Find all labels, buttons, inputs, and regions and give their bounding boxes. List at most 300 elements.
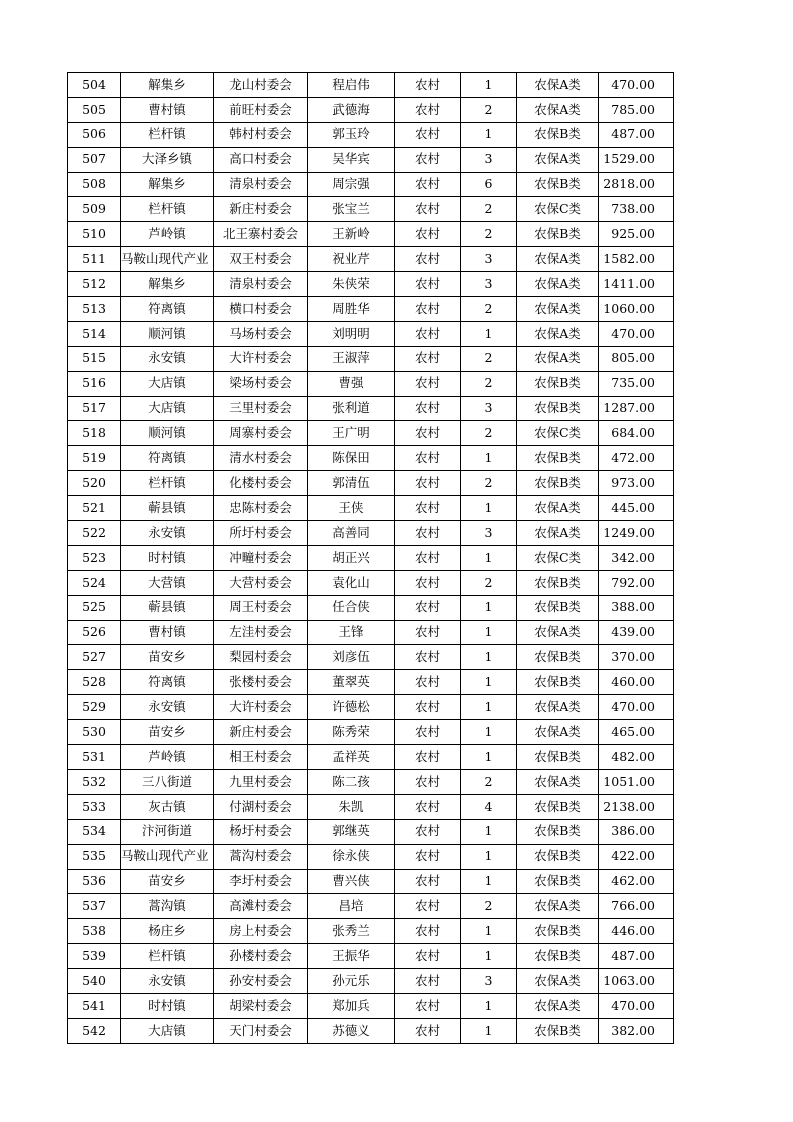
village-committee-cell: 新庄村委会 <box>214 720 308 745</box>
township-cell: 大泽乡镇 <box>121 147 214 172</box>
insurance-category-cell: 农保B类 <box>517 396 599 421</box>
row-number-cell: 511 <box>68 247 121 272</box>
insurance-category-cell: 农保C类 <box>517 545 599 570</box>
township-cell: 时村镇 <box>121 993 214 1018</box>
insurance-category-cell: 农保B类 <box>517 794 599 819</box>
village-committee-cell: 北王寨村委会 <box>214 222 308 247</box>
household-count-cell: 2 <box>461 197 517 222</box>
name-cell: 郑加兵 <box>308 993 395 1018</box>
township-cell: 永安镇 <box>121 346 214 371</box>
household-count-cell: 1 <box>461 745 517 770</box>
household-count-cell: 2 <box>461 769 517 794</box>
township-cell: 符离镇 <box>121 297 214 322</box>
township-cell: 顺河镇 <box>121 421 214 446</box>
village-committee-cell: 所圩村委会 <box>214 521 308 546</box>
insurance-category-cell: 农保A类 <box>517 695 599 720</box>
row-number-cell: 524 <box>68 570 121 595</box>
area-type-cell: 农村 <box>395 894 461 919</box>
name-cell: 曹兴侠 <box>308 869 395 894</box>
row-number-cell: 531 <box>68 745 121 770</box>
amount-cell: 766.00 <box>599 894 674 919</box>
area-type-cell: 农村 <box>395 969 461 994</box>
township-cell: 栏杆镇 <box>121 122 214 147</box>
amount-cell: 460.00 <box>599 670 674 695</box>
area-type-cell: 农村 <box>395 272 461 297</box>
insurance-category-cell: 农保A类 <box>517 496 599 521</box>
table-row <box>68 645 674 670</box>
household-count-cell: 3 <box>461 272 517 297</box>
village-committee-cell: 九里村委会 <box>214 769 308 794</box>
township-cell: 符离镇 <box>121 670 214 695</box>
amount-cell: 446.00 <box>599 919 674 944</box>
table-row <box>68 197 674 222</box>
insurance-category-cell: 农保C类 <box>517 197 599 222</box>
row-number-cell: 520 <box>68 471 121 496</box>
household-count-cell: 2 <box>461 471 517 496</box>
household-count-cell: 3 <box>461 147 517 172</box>
name-cell: 胡正兴 <box>308 545 395 570</box>
area-type-cell: 农村 <box>395 321 461 346</box>
amount-cell: 925.00 <box>599 222 674 247</box>
insurance-category-cell: 农保B类 <box>517 570 599 595</box>
name-cell: 王锋 <box>308 620 395 645</box>
name-cell: 郭清伍 <box>308 471 395 496</box>
area-type-cell: 农村 <box>395 645 461 670</box>
township-cell: 苗安乡 <box>121 645 214 670</box>
household-count-cell: 1 <box>461 819 517 844</box>
village-committee-cell: 杨圩村委会 <box>214 819 308 844</box>
township-cell: 时村镇 <box>121 545 214 570</box>
row-number-cell: 536 <box>68 869 121 894</box>
name-cell: 任合侠 <box>308 595 395 620</box>
village-committee-cell: 左洼村委会 <box>214 620 308 645</box>
village-committee-cell: 周寨村委会 <box>214 421 308 446</box>
amount-cell: 487.00 <box>599 944 674 969</box>
insurance-category-cell: 农保A类 <box>517 720 599 745</box>
household-count-cell: 2 <box>461 97 517 122</box>
household-count-cell: 1 <box>461 122 517 147</box>
table-row <box>68 570 674 595</box>
area-type-cell: 农村 <box>395 521 461 546</box>
township-cell: 汴河街道 <box>121 819 214 844</box>
insurance-category-cell: 农保A类 <box>517 73 599 98</box>
household-count-cell: 1 <box>461 670 517 695</box>
amount-cell: 470.00 <box>599 73 674 98</box>
table-row <box>68 73 674 98</box>
township-cell: 芦岭镇 <box>121 222 214 247</box>
village-committee-cell: 韩村村委会 <box>214 122 308 147</box>
row-number-cell: 521 <box>68 496 121 521</box>
village-committee-cell: 孙安村委会 <box>214 969 308 994</box>
row-number-cell: 540 <box>68 969 121 994</box>
insurance-category-cell: 农保A类 <box>517 894 599 919</box>
table-row <box>68 819 674 844</box>
row-number-cell: 534 <box>68 819 121 844</box>
amount-cell: 738.00 <box>599 197 674 222</box>
table-row <box>68 595 674 620</box>
household-count-cell: 4 <box>461 794 517 819</box>
table-row <box>68 371 674 396</box>
township-cell: 蕲县镇 <box>121 595 214 620</box>
table-row <box>68 446 674 471</box>
name-cell: 孟祥英 <box>308 745 395 770</box>
name-cell: 高善同 <box>308 521 395 546</box>
name-cell: 许德松 <box>308 695 395 720</box>
household-count-cell: 3 <box>461 396 517 421</box>
area-type-cell: 农村 <box>395 421 461 446</box>
village-committee-cell: 忠陈村委会 <box>214 496 308 521</box>
name-cell: 陈秀荣 <box>308 720 395 745</box>
row-number-cell: 539 <box>68 944 121 969</box>
insurance-category-cell: 农保B类 <box>517 645 599 670</box>
amount-cell: 422.00 <box>599 844 674 869</box>
name-cell: 程启伟 <box>308 73 395 98</box>
township-cell: 大店镇 <box>121 396 214 421</box>
household-count-cell: 3 <box>461 247 517 272</box>
insurance-category-cell: 农保A类 <box>517 769 599 794</box>
table-row <box>68 944 674 969</box>
area-type-cell: 农村 <box>395 570 461 595</box>
household-count-cell: 1 <box>461 645 517 670</box>
township-cell: 灰古镇 <box>121 794 214 819</box>
household-count-cell: 1 <box>461 1018 517 1043</box>
area-type-cell: 农村 <box>395 844 461 869</box>
table-row <box>68 769 674 794</box>
township-cell: 大店镇 <box>121 371 214 396</box>
household-count-cell: 1 <box>461 869 517 894</box>
township-cell: 苗安乡 <box>121 720 214 745</box>
amount-cell: 735.00 <box>599 371 674 396</box>
household-count-cell: 1 <box>461 720 517 745</box>
table-row <box>68 421 674 446</box>
amount-cell: 2818.00 <box>599 172 674 197</box>
table-row <box>68 222 674 247</box>
village-committee-cell: 房上村委会 <box>214 919 308 944</box>
area-type-cell: 农村 <box>395 819 461 844</box>
village-committee-cell: 双王村委会 <box>214 247 308 272</box>
village-committee-cell: 孙楼村委会 <box>214 944 308 969</box>
household-count-cell: 2 <box>461 371 517 396</box>
village-committee-cell: 梁场村委会 <box>214 371 308 396</box>
table-row <box>68 620 674 645</box>
amount-cell: 472.00 <box>599 446 674 471</box>
table-row <box>68 471 674 496</box>
area-type-cell: 农村 <box>395 769 461 794</box>
household-count-cell: 2 <box>461 570 517 595</box>
name-cell: 陈二孩 <box>308 769 395 794</box>
insurance-category-cell: 农保B类 <box>517 670 599 695</box>
household-count-cell: 2 <box>461 222 517 247</box>
village-committee-cell: 马场村委会 <box>214 321 308 346</box>
area-type-cell: 农村 <box>395 247 461 272</box>
amount-cell: 1287.00 <box>599 396 674 421</box>
table-row <box>68 272 674 297</box>
name-cell: 曹强 <box>308 371 395 396</box>
township-cell: 杨庄乡 <box>121 919 214 944</box>
amount-cell: 382.00 <box>599 1018 674 1043</box>
amount-cell: 1529.00 <box>599 147 674 172</box>
name-cell: 王振华 <box>308 944 395 969</box>
table-row <box>68 894 674 919</box>
insurance-category-cell: 农保C类 <box>517 421 599 446</box>
household-count-cell: 1 <box>461 446 517 471</box>
row-number-cell: 515 <box>68 346 121 371</box>
amount-cell: 386.00 <box>599 819 674 844</box>
row-number-cell: 505 <box>68 97 121 122</box>
amount-cell: 487.00 <box>599 122 674 147</box>
village-committee-cell: 清泉村委会 <box>214 272 308 297</box>
amount-cell: 1051.00 <box>599 769 674 794</box>
table-row <box>68 122 674 147</box>
insurance-category-cell: 农保A类 <box>517 521 599 546</box>
table-row <box>68 794 674 819</box>
household-count-cell: 2 <box>461 894 517 919</box>
insurance-category-cell: 农保B类 <box>517 122 599 147</box>
village-committee-cell: 大许村委会 <box>214 695 308 720</box>
table-row <box>68 172 674 197</box>
name-cell: 张宝兰 <box>308 197 395 222</box>
amount-cell: 785.00 <box>599 97 674 122</box>
amount-cell: 470.00 <box>599 993 674 1018</box>
amount-cell: 388.00 <box>599 595 674 620</box>
area-type-cell: 农村 <box>395 595 461 620</box>
household-count-cell: 6 <box>461 172 517 197</box>
row-number-cell: 532 <box>68 769 121 794</box>
area-type-cell: 农村 <box>395 147 461 172</box>
name-cell: 刘明明 <box>308 321 395 346</box>
township-cell: 苗安乡 <box>121 869 214 894</box>
village-committee-cell: 清水村委会 <box>214 446 308 471</box>
household-count-cell: 1 <box>461 321 517 346</box>
village-committee-cell: 大营村委会 <box>214 570 308 595</box>
township-cell: 蕲县镇 <box>121 496 214 521</box>
row-number-cell: 537 <box>68 894 121 919</box>
name-cell: 王淑萍 <box>308 346 395 371</box>
row-number-cell: 514 <box>68 321 121 346</box>
area-type-cell: 农村 <box>395 944 461 969</box>
amount-cell: 1411.00 <box>599 272 674 297</box>
name-cell: 王新岭 <box>308 222 395 247</box>
township-cell: 曹村镇 <box>121 97 214 122</box>
row-number-cell: 522 <box>68 521 121 546</box>
insurance-category-cell: 农保A类 <box>517 147 599 172</box>
household-count-cell: 1 <box>461 695 517 720</box>
name-cell: 陈保田 <box>308 446 395 471</box>
household-count-cell: 2 <box>461 297 517 322</box>
township-cell: 三八街道 <box>121 769 214 794</box>
village-committee-cell: 三里村委会 <box>214 396 308 421</box>
village-committee-cell: 冲疃村委会 <box>214 545 308 570</box>
area-type-cell: 农村 <box>395 446 461 471</box>
row-number-cell: 528 <box>68 670 121 695</box>
name-cell: 董翠英 <box>308 670 395 695</box>
row-number-cell: 516 <box>68 371 121 396</box>
amount-cell: 973.00 <box>599 471 674 496</box>
name-cell: 王侠 <box>308 496 395 521</box>
row-number-cell: 533 <box>68 794 121 819</box>
insurance-category-cell: 农保A类 <box>517 993 599 1018</box>
amount-cell: 1063.00 <box>599 969 674 994</box>
insurance-category-cell: 农保A类 <box>517 297 599 322</box>
area-type-cell: 农村 <box>395 745 461 770</box>
name-cell: 刘彦伍 <box>308 645 395 670</box>
township-cell: 栏杆镇 <box>121 197 214 222</box>
table-row <box>68 695 674 720</box>
area-type-cell: 农村 <box>395 396 461 421</box>
name-cell: 郭继英 <box>308 819 395 844</box>
amount-cell: 684.00 <box>599 421 674 446</box>
village-committee-cell: 蒿沟村委会 <box>214 844 308 869</box>
insurance-category-cell: 农保A类 <box>517 97 599 122</box>
insurance-category-cell: 农保A类 <box>517 346 599 371</box>
township-cell: 永安镇 <box>121 521 214 546</box>
village-committee-cell: 大许村委会 <box>214 346 308 371</box>
household-count-cell: 1 <box>461 496 517 521</box>
insurance-category-cell: 农保B类 <box>517 869 599 894</box>
village-committee-cell: 高口村委会 <box>214 147 308 172</box>
insurance-category-cell: 农保B类 <box>517 919 599 944</box>
insurance-category-cell: 农保B类 <box>517 819 599 844</box>
household-count-cell: 1 <box>461 919 517 944</box>
amount-cell: 445.00 <box>599 496 674 521</box>
table-row <box>68 521 674 546</box>
household-count-cell: 3 <box>461 521 517 546</box>
table-body <box>68 73 674 1044</box>
name-cell: 周胜华 <box>308 297 395 322</box>
amount-cell: 805.00 <box>599 346 674 371</box>
name-cell: 朱侠荣 <box>308 272 395 297</box>
name-cell: 张秀兰 <box>308 919 395 944</box>
row-number-cell: 530 <box>68 720 121 745</box>
table-row <box>68 247 674 272</box>
insurance-category-cell: 农保B类 <box>517 172 599 197</box>
area-type-cell: 农村 <box>395 695 461 720</box>
amount-cell: 470.00 <box>599 321 674 346</box>
township-cell: 解集乡 <box>121 272 214 297</box>
name-cell: 武德海 <box>308 97 395 122</box>
insurance-category-cell: 农保A类 <box>517 321 599 346</box>
area-type-cell: 农村 <box>395 794 461 819</box>
area-type-cell: 农村 <box>395 471 461 496</box>
township-cell: 解集乡 <box>121 73 214 98</box>
insurance-category-cell: 农保A类 <box>517 247 599 272</box>
area-type-cell: 农村 <box>395 545 461 570</box>
table-row <box>68 670 674 695</box>
township-cell: 蒿沟镇 <box>121 894 214 919</box>
table-row <box>68 745 674 770</box>
row-number-cell: 507 <box>68 147 121 172</box>
area-type-cell: 农村 <box>395 919 461 944</box>
row-number-cell: 525 <box>68 595 121 620</box>
name-cell: 苏德义 <box>308 1018 395 1043</box>
village-committee-cell: 前旺村委会 <box>214 97 308 122</box>
row-number-cell: 509 <box>68 197 121 222</box>
village-committee-cell: 付湖村委会 <box>214 794 308 819</box>
row-number-cell: 504 <box>68 73 121 98</box>
table-row <box>68 545 674 570</box>
row-number-cell: 519 <box>68 446 121 471</box>
household-count-cell: 1 <box>461 620 517 645</box>
table-row <box>68 844 674 869</box>
village-committee-cell: 化楼村委会 <box>214 471 308 496</box>
insurance-category-cell: 农保A类 <box>517 620 599 645</box>
table-row <box>68 496 674 521</box>
area-type-cell: 农村 <box>395 122 461 147</box>
township-cell: 栏杆镇 <box>121 944 214 969</box>
row-number-cell: 527 <box>68 645 121 670</box>
township-cell: 栏杆镇 <box>121 471 214 496</box>
township-cell: 芦岭镇 <box>121 745 214 770</box>
household-count-cell: 1 <box>461 545 517 570</box>
area-type-cell: 农村 <box>395 197 461 222</box>
insurance-category-cell: 农保B类 <box>517 595 599 620</box>
row-number-cell: 535 <box>68 844 121 869</box>
amount-cell: 342.00 <box>599 545 674 570</box>
village-committee-cell: 天门村委会 <box>214 1018 308 1043</box>
village-committee-cell: 新庄村委会 <box>214 197 308 222</box>
amount-cell: 439.00 <box>599 620 674 645</box>
row-number-cell: 538 <box>68 919 121 944</box>
table-row <box>68 720 674 745</box>
village-committee-cell: 横口村委会 <box>214 297 308 322</box>
amount-cell: 465.00 <box>599 720 674 745</box>
table-row <box>68 346 674 371</box>
table-row <box>68 147 674 172</box>
household-count-cell: 1 <box>461 844 517 869</box>
insurance-category-cell: 农保B类 <box>517 1018 599 1043</box>
name-cell: 昌培 <box>308 894 395 919</box>
township-cell: 符离镇 <box>121 446 214 471</box>
name-cell: 周宗强 <box>308 172 395 197</box>
insurance-category-cell: 农保B类 <box>517 745 599 770</box>
row-number-cell: 513 <box>68 297 121 322</box>
area-type-cell: 农村 <box>395 172 461 197</box>
household-count-cell: 3 <box>461 969 517 994</box>
amount-cell: 1060.00 <box>599 297 674 322</box>
household-count-cell: 1 <box>461 993 517 1018</box>
household-count-cell: 1 <box>461 944 517 969</box>
insurance-category-cell: 农保B类 <box>517 222 599 247</box>
amount-cell: 462.00 <box>599 869 674 894</box>
village-committee-cell: 周王村委会 <box>214 595 308 620</box>
area-type-cell: 农村 <box>395 371 461 396</box>
name-cell: 袁化山 <box>308 570 395 595</box>
township-cell: 大店镇 <box>121 1018 214 1043</box>
insurance-category-cell: 农保A类 <box>517 272 599 297</box>
row-number-cell: 542 <box>68 1018 121 1043</box>
name-cell: 朱凯 <box>308 794 395 819</box>
table-row <box>68 869 674 894</box>
area-type-cell: 农村 <box>395 297 461 322</box>
row-number-cell: 510 <box>68 222 121 247</box>
name-cell: 吴华宾 <box>308 147 395 172</box>
village-committee-cell: 高滩村委会 <box>214 894 308 919</box>
amount-cell: 1249.00 <box>599 521 674 546</box>
row-number-cell: 508 <box>68 172 121 197</box>
row-number-cell: 512 <box>68 272 121 297</box>
area-type-cell: 农村 <box>395 720 461 745</box>
village-committee-cell: 龙山村委会 <box>214 73 308 98</box>
table-row <box>68 396 674 421</box>
amount-cell: 470.00 <box>599 695 674 720</box>
name-cell: 郭玉玲 <box>308 122 395 147</box>
insurance-category-cell: 农保B类 <box>517 371 599 396</box>
village-committee-cell: 相王村委会 <box>214 745 308 770</box>
amount-cell: 792.00 <box>599 570 674 595</box>
insurance-category-cell: 农保A类 <box>517 969 599 994</box>
township-cell: 曹村镇 <box>121 620 214 645</box>
township-cell: 马鞍山现代产业 <box>121 247 214 272</box>
